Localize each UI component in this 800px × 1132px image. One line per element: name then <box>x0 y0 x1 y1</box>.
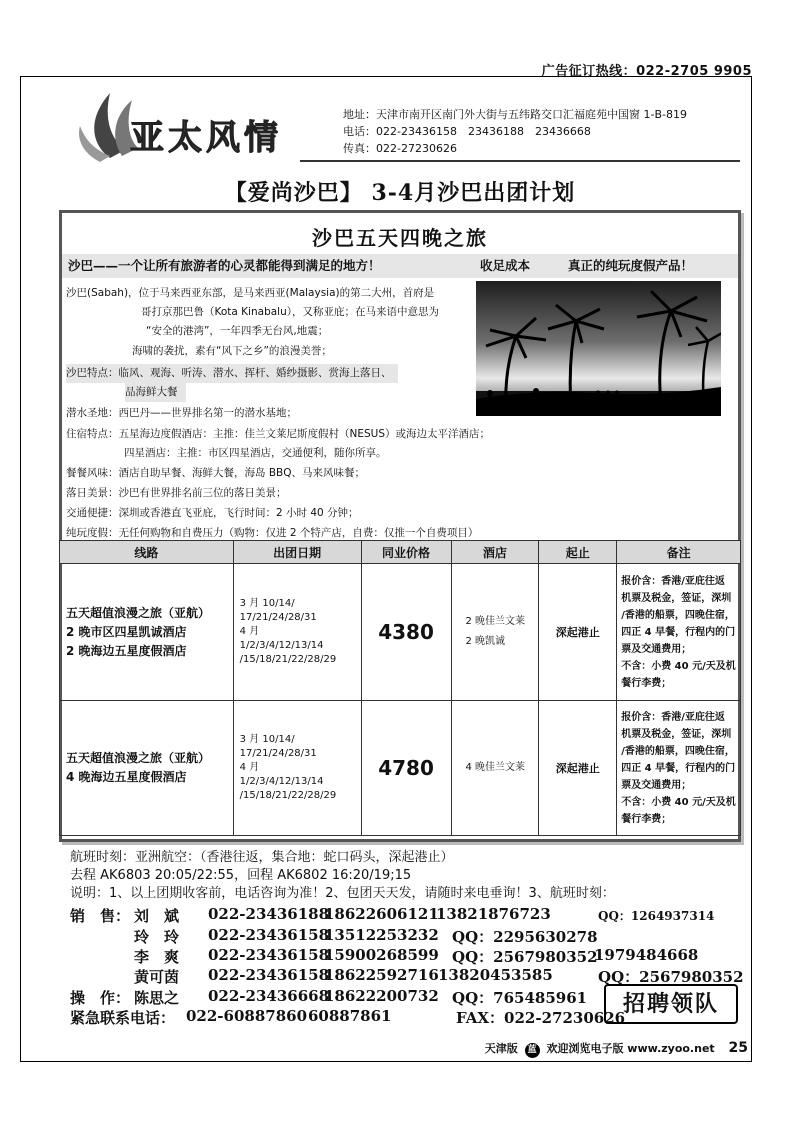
contact-phone: 022-23436158 <box>208 966 330 984</box>
note-line: 四正 4 早餐，行程内的门 <box>621 626 736 638</box>
logo-text: 亚太风情 <box>130 118 282 158</box>
contact-mobile: 13512253232 <box>324 926 439 944</box>
contact-mobile: 15900268599 <box>324 946 439 964</box>
date-line: /15/18/21/22/28/29 <box>239 790 337 801</box>
contact-phone: 022-23436188 <box>208 905 330 923</box>
contact-qq: QQ：1264937314 <box>598 909 715 923</box>
price-cell: 4780 <box>361 701 451 836</box>
date-line: 17/21/24/28/31 <box>239 748 317 759</box>
desc-line: 沙巴(Sabah)，位于马来西亚东部，是马来西亚(Malaysia)的第二大州，首府是 <box>66 287 435 299</box>
tagline-bar <box>62 254 738 278</box>
date-line: 1/2/3/4/12/13/14 <box>239 776 324 787</box>
page-number: 25 <box>728 1040 748 1056</box>
company-address: 地址：天津市南开区南门外大街与五纬路交口汇福庭苑中国窗 1-B-819 <box>343 108 687 121</box>
note-line: 餐行李费； <box>621 677 672 689</box>
desc-line: 沙巴特点：临风、观海、听涛、潜水、挥杆、婚纱摄影、赏海上落日、 <box>66 364 398 383</box>
stop-cell: 深起港止 <box>539 701 617 836</box>
desc-line: 住宿特点：五星海边度假酒店：主推：佳兰文莱尼斯度假村（NESUS）或海边太平洋酒店； <box>66 428 491 440</box>
table-header-row <box>60 541 741 564</box>
desc-line: 品海鲜大餐 <box>125 383 186 402</box>
page-title: 【爱尚沙巴】 3-4月沙巴出团计划 <box>224 180 576 206</box>
note-line: 报价含：香港/亚庇往返 <box>621 575 725 587</box>
flight-info-line: 去程 AK6803 20:05/22:55，回程 AK6802 16:20/19;15 <box>70 868 412 883</box>
desc-line: 海啸的袭扰，素有“风下之乡”的浪漫美誉； <box>132 345 332 357</box>
recruit-guide-stamp: 招聘领队 <box>604 984 738 1024</box>
note-line: 不含：小费 40 元/天及机 <box>621 796 736 808</box>
col-header-hotel: 酒店 <box>451 541 539 564</box>
price-cell: 4380 <box>361 564 451 701</box>
note-line: 报价含：香港/亚庇往返 <box>621 711 725 723</box>
route-cell <box>60 564 234 701</box>
contact-name: 刘 斌 <box>134 907 180 925</box>
contact-qq: QQ：2567980352 <box>452 948 598 966</box>
footer-edition: 天津版 <box>484 1042 518 1055</box>
contact-qq: QQ：2295630278 <box>452 928 598 946</box>
date-line: 4 月 <box>239 762 260 773</box>
tagline-cost: 收足成本 <box>480 258 531 273</box>
date-line: 1/2/3/4/12/13/14 <box>239 640 324 651</box>
note-line: 机票及税金，签证，深圳 <box>621 592 732 604</box>
note-cell <box>617 564 741 701</box>
route-line: 4 晚海边五星度假酒店 <box>66 770 187 784</box>
flight-info-line: 说明：1、以上团期收客前，电话咨询为准！2、包团天天发，请随时来电垂询！3、航班时刻： <box>70 886 615 901</box>
emergency-phone: 60887861 <box>308 1007 392 1025</box>
company-phone: 电话：022-23436158 23436188 23436668 <box>343 125 591 138</box>
col-header-route: 线路 <box>60 541 234 564</box>
note-line: 机票及税金，签证，深圳 <box>621 728 732 740</box>
contact-mobile: 13821876723 <box>436 905 551 923</box>
date-line: 3 月 10/14/ <box>239 598 295 609</box>
ops-label: 操 作： <box>70 989 131 1007</box>
contact-name: 陈思之 <box>134 989 180 1007</box>
note-cell <box>617 701 741 836</box>
footer <box>485 1040 748 1058</box>
hotel-line: 2 晚佳兰文莱 <box>465 616 526 627</box>
route-line: 五天超值浪漫之旅（亚航） <box>66 751 211 765</box>
route-line: 五天超值浪漫之旅（亚航） <box>66 605 211 620</box>
contact-name: 玲 玲 <box>134 928 180 946</box>
table-row <box>60 564 741 701</box>
date-line: 17/21/24/28/31 <box>239 612 317 623</box>
col-header-stop: 起止 <box>539 541 617 564</box>
date-line: /15/18/21/22/28/29 <box>239 654 337 665</box>
tagline-main: 沙巴——一个让所有旅游者的心灵都能得到满足的地方！ <box>68 258 381 273</box>
fax-number: FAX：022-27230626 <box>456 1009 626 1027</box>
contact-mobile: 18622606121 <box>324 905 439 923</box>
hotel-line: 2 晚凯诚 <box>465 636 506 647</box>
note-line: 票及交通费用； <box>621 779 692 791</box>
tour-title: 沙巴五天四晚之旅 <box>312 226 488 250</box>
hotel-line: 4 晚佳兰文莱 <box>465 762 526 773</box>
hotel-cell <box>451 564 539 701</box>
header-divider <box>300 160 740 162</box>
contact-qq: QQ：2567980352 <box>598 968 744 986</box>
contact-mobile: 13820453585 <box>438 966 553 984</box>
ad-hotline: 广告征订热线：022-2705 9905 <box>541 64 752 79</box>
contact-qq: 1979484668 <box>594 946 699 964</box>
sunset-beach-photo <box>476 281 721 416</box>
hotel-cell <box>451 701 539 836</box>
desc-line: 餐餐风味：酒店自助早餐、海鲜大餐，海岛 BBQ、马来风味餐； <box>66 467 366 479</box>
contact-name: 黄可茵 <box>134 968 180 986</box>
note-line: /香港的船票，四晚住宿， <box>621 609 735 621</box>
col-header-note: 备注 <box>617 541 741 564</box>
stop-cell: 深起港止 <box>539 564 617 701</box>
desc-line: 哥打京那巴鲁（Kota Kinabalu），又称亚庇；在马来语中意思为 <box>141 306 439 318</box>
contact-mobile: 18622200732 <box>324 987 439 1005</box>
tagline-pure: 真正的纯玩度假产品！ <box>568 258 694 273</box>
edition-badge-icon: 蓝 <box>525 1043 540 1058</box>
contact-phone: 022-23436158 <box>208 926 330 944</box>
note-line: 票及交通费用； <box>621 643 692 655</box>
contact-phone: 022-23436158 <box>208 946 330 964</box>
desc-line: 潜水圣地：西巴丹——世界排名第一的潜水基地； <box>66 407 297 419</box>
desc-line: 四星酒店：主推：市区四星酒店，交通便利，随你所享。 <box>124 447 387 459</box>
desc-line: 纯玩度假：无任何购物和自费压力（购物：仅进 2 个特产店，自费：仅推一个自费项目） <box>66 527 479 539</box>
dates-cell <box>233 564 361 701</box>
contact-phone: 022-23436668 <box>208 987 330 1005</box>
dates-cell <box>233 701 361 836</box>
desc-line: “安全的港湾”，一年四季无台风,地震； <box>146 325 329 337</box>
col-header-price: 同业价格 <box>361 541 451 564</box>
date-line: 4 月 <box>239 626 260 637</box>
tour-price-table <box>59 540 741 836</box>
footer-text: 欢迎浏览电子版 www.zyoo.net <box>546 1042 715 1055</box>
flight-info-line: 航班时刻：亚洲航空：（香港往返，集合地：蛇口码头，深起港止） <box>70 850 454 865</box>
contact-mobile: 18622592716 <box>324 966 439 984</box>
emergency-phone: 022-60887860 <box>186 1007 308 1025</box>
note-line: 四正 4 早餐，行程内的门 <box>621 762 736 774</box>
route-cell <box>60 701 234 836</box>
desc-line: 落日美景：沙巴有世界排名前三位的落日美景； <box>66 487 287 499</box>
route-line: 2 晚市区四星凯诚酒店 <box>66 624 187 639</box>
note-line: 餐行李费； <box>621 813 672 825</box>
note-line: /香港的船票，四晚住宿， <box>621 745 735 757</box>
contact-qq: QQ：765485961 <box>452 989 588 1007</box>
emergency-label: 紧急联系电话： <box>70 1009 176 1027</box>
date-line: 3 月 10/14/ <box>239 734 295 745</box>
company-fax: 传真：022-27230626 <box>343 142 457 155</box>
table-row <box>60 701 741 836</box>
contact-name: 李 爽 <box>134 948 180 966</box>
sales-label: 销 售： <box>70 907 131 925</box>
col-header-dates: 出团日期 <box>233 541 361 564</box>
route-line: 2 晚海边五星度假酒店 <box>66 643 187 658</box>
desc-line: 交通便捷：深圳或香港直飞亚庇，飞行时间：2 小时 40 分钟； <box>66 507 359 519</box>
note-line: 不含：小费 40 元/天及机 <box>621 660 736 672</box>
